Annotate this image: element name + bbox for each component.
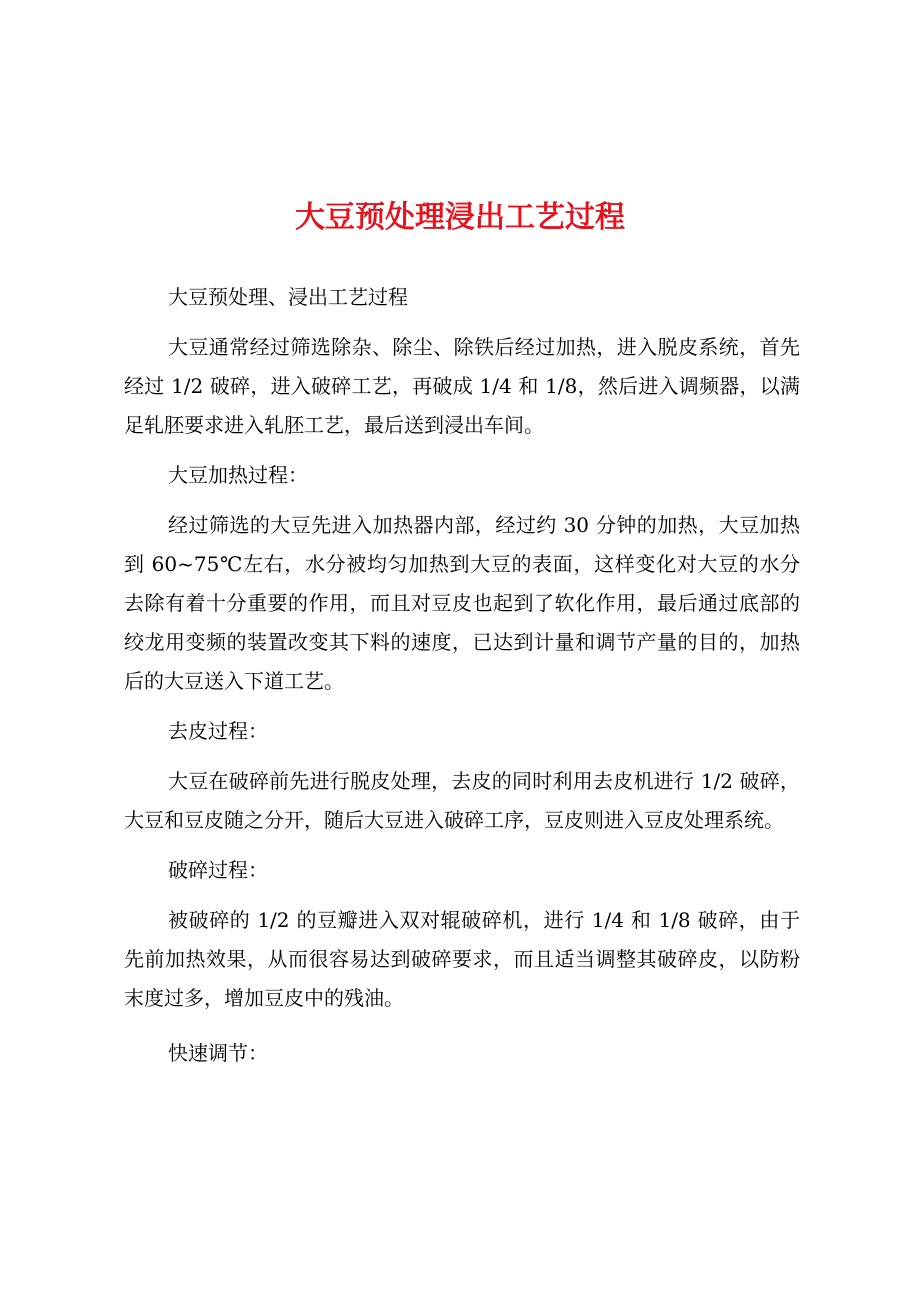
paragraph-heading-dehulling: 去皮过程：	[168, 719, 268, 743]
paragraph-heading-adjustment: 快速调节：	[168, 1041, 268, 1065]
paragraph-heating: 经过筛选的大豆先进入加热器内部，经过约 30 分钟的加热，大豆加热到 60~75℃左右，水分被均匀加热到大豆的表面，这样变化对大豆的水分去除有着十分重要的作用，而且对豆皮也起到了软化作用，最后通过底部的绞龙用变频的装置改变其下料的速度，已达到计量和调节产量的目的，加热后的大豆送入下道工艺。	[124, 513, 800, 693]
paragraph-heading-intro: 大豆预处理、浸出工艺过程	[168, 285, 408, 309]
paragraph-overview: 大豆通常经过筛选除杂、除尘、除铁后经过加热，进入脱皮系统，首先经过 1/2 破碎，进入破碎工艺，再破成 1/4 和 1/8，然后进入调频器，以满足轧胚要求进入轧胚工艺，最后送到浸出车间。	[124, 335, 800, 437]
paragraph-heading-crushing: 破碎过程：	[168, 858, 268, 882]
document-title: 大豆预处理浸出工艺过程	[295, 200, 625, 235]
paragraph-heading-heating: 大豆加热过程：	[168, 463, 308, 487]
paragraph-dehulling: 大豆在破碎前先进行脱皮处理，去皮的同时利用去皮机进行 1/2 破碎，大豆和豆皮随之分开，随后大豆进入破碎工序，豆皮则进入豆皮处理系统。	[124, 769, 800, 832]
document-body	[124, 278, 800, 1073]
paragraph-crushing: 被破碎的 1/2 的豆瓣进入双对辊破碎机，进行 1/4 和 1/8 破碎，由于先前加热效果，从而很容易达到破碎要求，而且适当调整其破碎皮，以防粉末度过多，增加豆皮中的残油。	[124, 908, 800, 1010]
